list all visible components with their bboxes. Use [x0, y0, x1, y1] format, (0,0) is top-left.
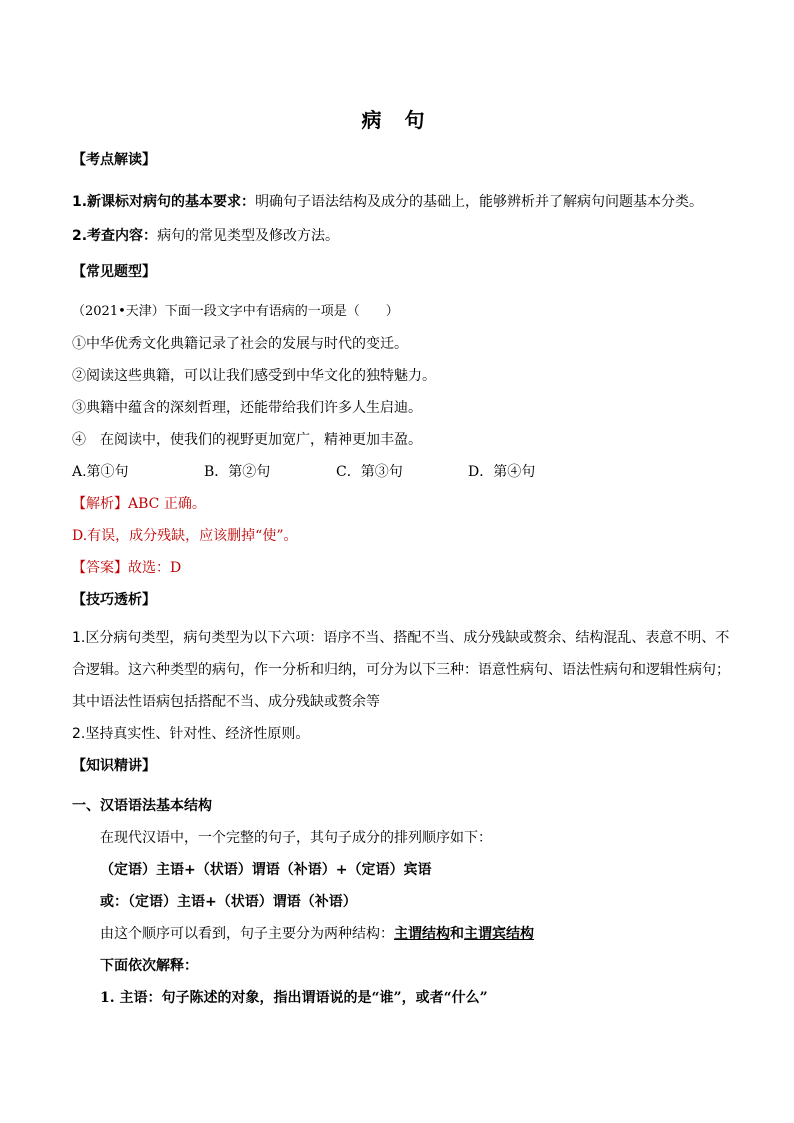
formula-short: 或：（定语）主语+（状语）谓语（补语） — [100, 894, 357, 910]
structure-subject-predicate: 主谓结构 — [394, 926, 450, 942]
requirement-line — [72, 192, 722, 212]
answer-label: 【答案】 — [72, 560, 128, 576]
tip1-line2: 合逻辑。这六种类型的病句，作一分析和归纳，可分为以下三种：语意性病句、语法性病句和逻辑性病句； — [72, 662, 730, 678]
answer-options — [72, 462, 722, 482]
option-a: A.第①句 — [72, 464, 129, 480]
tip2-line: 2.坚持真实性、针对性、经济性原则。 — [72, 726, 310, 742]
tip1-line3: 其中语法性语病包括搭配不当、成分残缺或赘余等 — [72, 694, 380, 710]
page-title: 病 句 — [361, 108, 433, 132]
answer-line — [72, 558, 722, 578]
sentence-1: ①中华优秀文化典籍记录了社会的发展与时代的变迁。 — [72, 336, 408, 352]
content-line — [72, 226, 722, 246]
paragraph-order-intro: 在现代汉语中，一个完整的句子，其句子成分的排列顺序如下： — [100, 830, 492, 846]
question-stem: （2021•天津）下面一段文字中有语病的一项是（ ） — [72, 304, 399, 319]
paragraph-two-structures — [100, 924, 722, 944]
content-label: 2.考查内容： — [72, 228, 158, 244]
section-heading-skills: 【技巧透析】 — [72, 592, 156, 608]
sentence-2: ②阅读这些典籍，可以让我们感受到中华文化的独特魅力。 — [72, 368, 436, 384]
sentence-4: ④ 在阅读中，使我们的视野更加宽广，精神更加丰盈。 — [72, 432, 422, 448]
option-d: D．第④句 — [468, 464, 536, 480]
requirement-label: 1.新课标对病句的基本要求： — [72, 194, 256, 210]
structure-connector: 和 — [450, 926, 464, 942]
option-c: C．第③句 — [336, 464, 403, 480]
answer-text: 故选：D — [128, 560, 182, 576]
section-heading-question-types: 【常见题型】 — [72, 264, 156, 280]
section-heading-knowledge: 【知识精讲】 — [72, 758, 156, 774]
content-text: 病句的常见类型及修改方法。 — [157, 228, 340, 244]
option-b: B．第②句 — [204, 464, 271, 480]
analysis-label: 【解析】 — [72, 496, 128, 512]
subject-definition: 1. 主语：句子陈述的对象，指出谓语说的是“谁”，或者“什么” — [100, 990, 488, 1006]
tip1-line1: 1.区分病句类型，病句类型为以下六项：语序不当、搭配不当、成分残缺或赘余、结构混乱、表意不明、不 — [72, 630, 730, 646]
analysis-line — [72, 494, 722, 514]
two-structures-text: 由这个顺序可以看到，句子主要分为两种结构： — [100, 926, 394, 942]
formula-full: （定语）主语+（状语）谓语（补语）+（定语）宾语 — [100, 862, 432, 878]
sentence-3: ③典籍中蕴含的深刻哲理，还能带给我们许多人生启迪。 — [72, 400, 422, 416]
heading-grammar-structure: 一、汉语语法基本结构 — [72, 798, 212, 814]
structure-subject-predicate-object: 主谓宾结构 — [464, 926, 534, 942]
analysis-text: ABC 正确。 — [128, 496, 206, 512]
explain-intro: 下面依次解释： — [100, 958, 198, 974]
section-heading-exam-points: 【考点解读】 — [72, 152, 156, 168]
analysis-option-d: D.有误，成分残缺，应该删掉“使”。 — [72, 528, 298, 544]
requirement-text: 明确句子语法结构及成分的基础上，能够辨析并了解病句问题基本分类。 — [255, 194, 704, 210]
